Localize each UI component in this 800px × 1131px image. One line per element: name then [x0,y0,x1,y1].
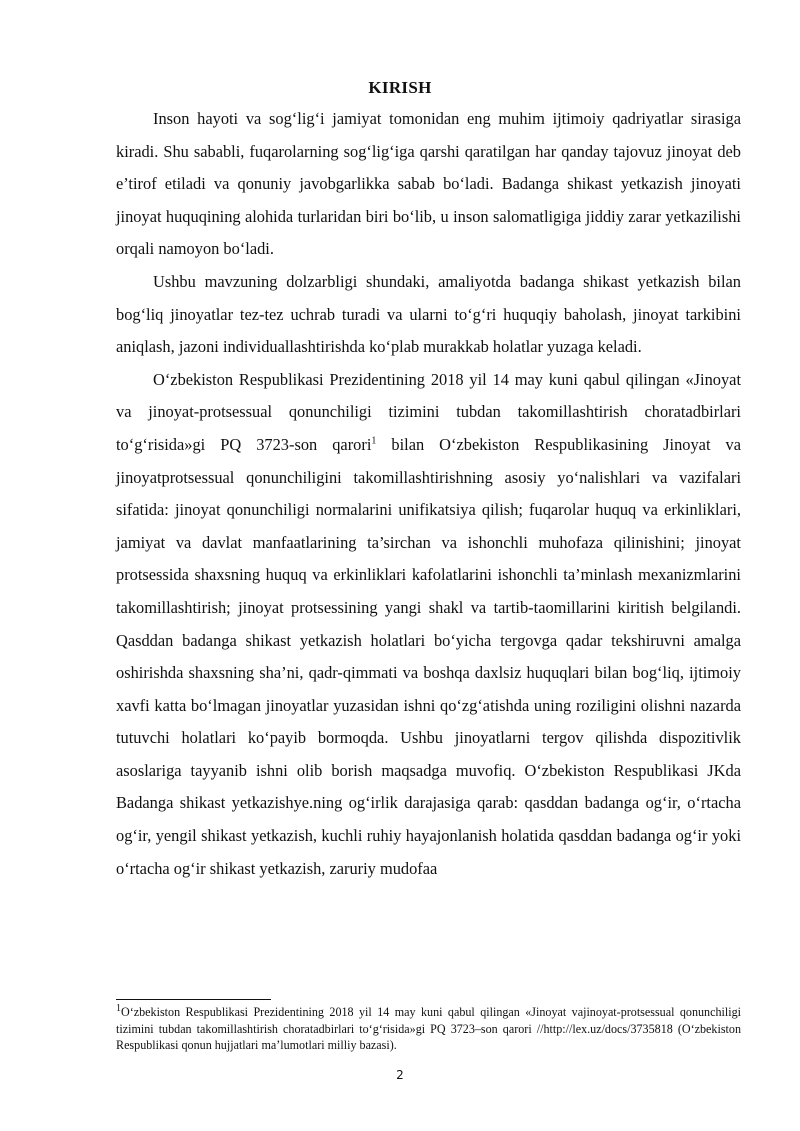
page-number: 2 [396,1068,404,1082]
body-text [116,103,741,885]
section-heading: KIRISH [368,78,432,97]
paragraph-3 [116,364,741,886]
paragraph-1: Inson hayoti va sog‘lig‘i jamiyat tomonidan eng muhim ijtimoiy qadriyatlar sirasiga kiradi. Shu sababli, fuqarolarning sog‘lig‘iga qarshi qaratilgan har qanday tajovuz jinoyat deb e’tirof etiladi va qonuniy javobgarlikka sabab bo‘ladi. Badanga shikast yetkazish jinoyati jinoyat huquqining alohida turlaridan biri bo‘lib, u inson salomatligiga jiddiy zarar yetkazilishi orqali namoyon bo‘ladi. [116,109,741,259]
footnote-separator [116,999,271,1000]
footnote-reference[interactable]: 1 [371,435,377,447]
footnote [116,1004,741,1054]
footnote-text: O‘zbekiston Respublikasi Prezidentining 2018 yil 14 may kuni qabul qilingan «Jinoyat vajinoyat-protsessual qonunchiligi tizimini tubdan takomillashtirish choratadbirlari to‘g‘risida»gi PQ 3723–son qarori //http://lex.uz/docs/3735818 (O‘zbekiston Respublikasi qonun hujjatlari ma’lumotlari milliy bazasi). [116,1005,741,1052]
paragraph-3-part-2: bilan O‘zbekiston Respublikasining Jinoyat va jinoyatprotsessual qonunchiligini takomillashtirishning asosiy yo‘nalishlari va vazifalari sifatida: jinoyat qonunchiligi normalarini unifikatsiya qilish; fuqarolar huquq va erkinliklari, jamiyat va davlat manfaatlarining ta’sirchan va ishonchli muhofaza qilinishini; jinoyat protsessida shaxsning huquq va erkinliklari kafolatlarini ishonchli ta’minlash mexanizmlarini takomillashtirish; jinoyat protsessining yangi shakl va tartib-taomillarini kiritish belgilandi. Qasddan badanga shikast yetkazish holatlari bo‘yicha tergovga qadar tekshiruvni amalga oshirishda shaxsning sha’ni, qadr-qimmati va boshqa daxlsiz huquqlari bilan bog‘liq, ijtimoiy xavfi katta bo‘lmagan jinoyatlar yuzasidan ishni qo‘zg‘atishda uning roziligini olishni nazarda tutuvchi holatlari ko‘payib bormoqda. Ushbu jinoyatlarni tergov qilishda dispozitivlik asoslariga tayyanib ishni olib borish maqsadga muvofiq. O‘zbekiston Respublikasi JKda Badanga shikast yetkazishye.ning og‘irlik darajasiga qarab: qasddan badanga og‘ir, o‘rtacha og‘ir, yengil shikast yetkazish, kuchli ruhiy hayajonlanish holatida qasddan badanga og‘ir yoki o‘rtacha og‘ir shikast yetkazish, zaruriy mudofaa [116,434,741,878]
footnote-marker: 1 [116,1002,121,1014]
paragraph-2: Ushbu mavzuning dolzarbligi shundaki, amaliyotda badanga shikast yetkazish bilan bog‘liq jinoyatlar tez-tez uchrab turadi va ularni to‘g‘ri huquqiy baholash, jinoyat tarkibini aniqlash, jazoni individuallashtirishda ko‘plab murakkab holatlar yuzaga keladi. [116,271,741,357]
paragraph-3-part-1: O‘zbekiston Respublikasi Prezidentining 2018 yil 14 may kuni qabul qilingan «Jinoyat va jinoyat-protsessual qonunchiligi tizimini tubdan takomillashtirish choratadbirlari to‘g‘risida»gi PQ 3723-son qarori [116,369,741,454]
